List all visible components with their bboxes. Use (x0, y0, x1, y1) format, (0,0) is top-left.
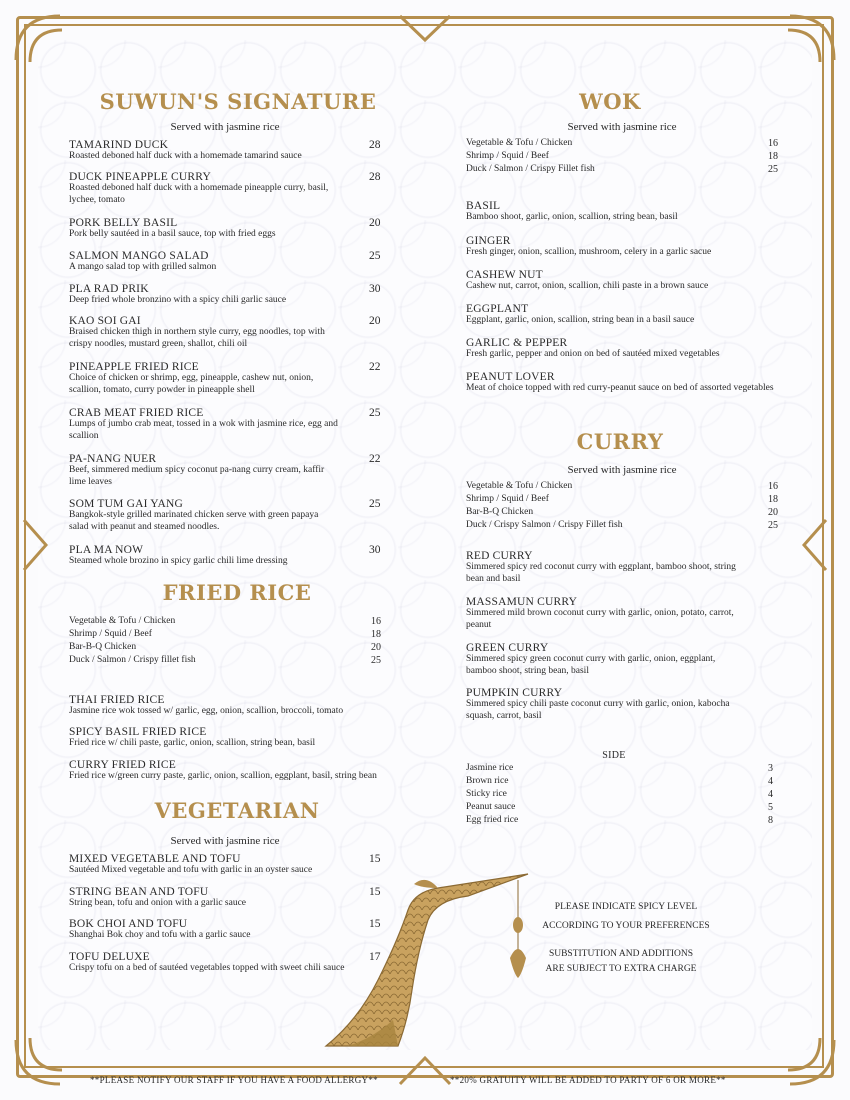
item-description: Simmered spicy green coconut curry with garlic, onion, eggplant, bamboo shoot, string bean, basil (466, 654, 716, 676)
sig-item (69, 171, 381, 206)
fr-item (69, 759, 377, 783)
item-description: Roasted deboned half duck with a homemade tamarind sauce (69, 151, 302, 161)
item-name: MASSAMUN CURRY (466, 596, 578, 608)
fr-item (69, 694, 343, 718)
spicy-level-note (542, 900, 709, 934)
spicy-note-line-1: PLEASE INDICATE SPICY LEVEL (554, 902, 698, 912)
substitution-note-line-2: ARE SUBJECT TO EXTRA CHARGE (545, 964, 697, 974)
item-description: Bamboo shoot, garlic, onion, scallion, string bean, basil (466, 212, 678, 222)
item-price: 30 (369, 283, 381, 295)
item-name: RED CURRY (466, 550, 533, 562)
sig-item (69, 315, 381, 350)
item-price: 28 (369, 139, 381, 151)
item-name: SPICY BASIL FRIED RICE (69, 726, 207, 738)
option-label: Peanut sauce (466, 802, 516, 812)
option-label: Vegetable & Tofu / Chicken (466, 481, 573, 491)
option-price: 8 (768, 815, 773, 826)
item-name: GREEN CURRY (466, 642, 549, 654)
sig-item (69, 498, 381, 533)
item-name: PEANUT LOVER (466, 371, 555, 383)
section-title-curry: CURRY (576, 429, 664, 454)
option-price: 25 (768, 520, 778, 531)
served-note-wok: Served with jasmine rice (567, 121, 677, 133)
sig-item (69, 361, 381, 396)
item-name: SOM TUM GAI YANG (69, 498, 184, 510)
section-title-signature: SUWUN'S SIGNATURE (99, 89, 377, 114)
sig-item (69, 453, 381, 488)
item-price: 20 (369, 315, 381, 327)
option-price: 25 (768, 164, 778, 175)
option-price: 16 (768, 481, 778, 492)
item-description: Sautéed Mixed vegetable and tofu with garlic in an oyster sauce (69, 865, 313, 875)
item-description: Steamed whole brozino in spicy garlic chili lime dressing (69, 556, 288, 566)
item-description: Shanghai Bok choy and tofu with a garlic sauce (69, 930, 251, 940)
substitution-note (546, 947, 697, 977)
item-price: 30 (369, 544, 381, 556)
item-description: Jasmine rice wok tossed w/ garlic, egg, onion, scallion, broccoli, tomato (69, 706, 344, 716)
item-name: GINGER (466, 235, 511, 247)
item-description: Fried rice w/green curry paste, garlic, onion, scallion, eggplant, basil, string bean (69, 771, 377, 781)
item-name: PLA MA NOW (69, 544, 144, 556)
golden-swan-boat-icon (318, 870, 538, 1050)
item-name: MIXED VEGETABLE AND TOFU (69, 853, 241, 865)
item-description: Fresh ginger, onion, scallion, mushroom, celery in a garlic sacue (466, 247, 712, 257)
option-label: Vegetable & Tofu / Chicken (466, 138, 573, 148)
option-price: 16 (371, 616, 381, 627)
section-title-side: SIDE (602, 750, 626, 761)
item-name: PUMPKIN CURRY (466, 687, 563, 699)
served-note-signature: Served with jasmine rice (170, 121, 280, 133)
item-name: KAO SOI GAI (69, 315, 141, 327)
option-label: Duck / Salmon / Crispy fillet fish (69, 655, 196, 665)
section-title-fried-rice: FRIED RICE (162, 580, 312, 605)
item-description: Choice of chicken or shrimp, egg, pineapple, cashew nut, onion, scallion, tomato, curry powder in pineapple shell (69, 373, 314, 395)
option-label: Bar-B-Q Chicken (466, 507, 534, 517)
item-description: Simmered mild brown coconut curry with garlic, onion, potato, carrot, peanut (466, 608, 734, 630)
fr-item (69, 726, 315, 750)
option-label: Brown rice (466, 776, 509, 786)
option-price: 18 (371, 629, 381, 640)
item-name: GARLIC & PEPPER (466, 337, 568, 349)
allergy-footer-note: **PLEASE NOTIFY OUR STAFF IF YOU HAVE A FOOD ALLERGY** (90, 1075, 378, 1085)
option-price: 18 (768, 151, 778, 162)
item-description: Meat of choice topped with red curry-peanut sauce on bed of assorted vegetables (466, 383, 774, 393)
item-name: SALMON MANGO SALAD (69, 250, 209, 262)
option-price: 20 (768, 507, 778, 518)
item-description: Crispy tofu on a bed of sautéed vegetables topped with sweet chili sauce (69, 963, 345, 973)
wok-item (466, 303, 694, 327)
item-description: Eggplant, garlic, onion, scallion, string bean in a basil sauce (466, 315, 695, 325)
option-price: 25 (371, 655, 381, 666)
item-name: CASHEW NUT (466, 269, 543, 281)
item-name: PINEAPPLE FRIED RICE (69, 361, 199, 373)
item-description: Pork belly sautéed in a basil sauce, top with fried eggs (69, 229, 276, 239)
item-description: Simmered spicy chili paste coconut curry with garlic, onion, kabocha squash, carrot, basil (466, 699, 730, 721)
item-name: PLA RAD PRIK (69, 283, 149, 295)
substitution-note-line-1: SUBSTITUTION AND ADDITIONS (548, 949, 694, 959)
item-description: Fresh garlic, pepper and onion on bed of sautéed mixed vegetables (466, 349, 720, 359)
item-description: Braised chicken thigh in northern style curry, egg noodles, top with crispy noodles, mustard green, shallot, chili oil (69, 327, 325, 349)
wok-item (466, 200, 678, 224)
option-price: 16 (768, 138, 778, 149)
option-label: Sticky rice (466, 789, 507, 799)
option-price: 3 (768, 763, 773, 774)
item-name: BOK CHOI AND TOFU (69, 918, 188, 930)
curry-item (466, 642, 736, 677)
item-name: EGGPLANT (466, 303, 529, 315)
option-label: Vegetable & Tofu / Chicken (69, 616, 176, 626)
item-name: PA-NANG NUER (69, 453, 157, 465)
item-name: CRAB MEAT FRIED RICE (69, 407, 204, 419)
option-label: Shrimp / Squid / Beef (69, 629, 152, 639)
item-description: Deep fried whole bronzino with a spicy chili garlic sauce (69, 295, 287, 305)
item-price: 17 (369, 951, 381, 963)
item-description: A mango salad top with grilled salmon (69, 262, 217, 272)
option-price: 4 (768, 789, 773, 800)
spicy-note-line-2: ACCORDING TO YOUR PREFERENCES (542, 921, 710, 931)
item-price: 25 (369, 407, 381, 419)
item-description: Fried rice w/ chili paste, garlic, onion, scallion, string bean, basil (69, 738, 316, 748)
item-description: Simmered spicy red coconut curry with eggplant, bamboo shoot, string bean and basil (466, 562, 736, 584)
option-label: Duck / Crispy Salmon / Crispy Fillet fish (466, 520, 623, 530)
wok-item (466, 371, 774, 395)
veg-item (69, 886, 381, 910)
sig-item (69, 139, 381, 163)
option-label: Duck / Salmon / Crispy Fillet fish (466, 164, 595, 174)
item-description: Bangkok-style grilled marinated chicken serve with green papaya salad with peanut and steamed noodles. (69, 510, 319, 532)
gratuity-footer-note: **20% GRATUITY WILL BE ADDED TO PARTY OF 6 OR MORE** (450, 1075, 726, 1085)
item-price: 15 (369, 853, 381, 865)
section-title-wok: WOK (579, 89, 641, 114)
sig-item (69, 544, 381, 568)
sig-item (69, 407, 381, 442)
wok-item (466, 269, 708, 293)
item-name: PORK BELLY BASIL (69, 217, 178, 229)
veg-item (69, 853, 381, 877)
curry-item (466, 687, 736, 722)
section-title-vegetarian: VEGETARIAN (154, 798, 320, 823)
item-name: DUCK PINEAPPLE CURRY (69, 171, 212, 183)
item-name: BASIL (466, 200, 501, 212)
item-description: String bean, tofu and onion with a garlic sauce (69, 898, 247, 908)
item-name: TOFU DELUXE (69, 951, 150, 963)
item-price: 15 (369, 886, 381, 898)
veg-item (69, 951, 381, 975)
sig-item (69, 283, 381, 307)
sig-item (69, 250, 381, 274)
item-price: 20 (369, 217, 381, 229)
option-label: Egg fried rice (466, 815, 519, 825)
item-price: 25 (369, 250, 381, 262)
wok-item (466, 337, 720, 361)
option-label: Bar-B-Q Chicken (69, 642, 137, 652)
item-name: STRING BEAN AND TOFU (69, 886, 209, 898)
option-price: 20 (371, 642, 381, 653)
item-price: 28 (369, 171, 381, 183)
option-price: 18 (768, 494, 778, 505)
wok-item (466, 235, 711, 259)
option-price: 4 (768, 776, 773, 787)
item-price: 15 (369, 918, 381, 930)
item-price: 22 (369, 361, 381, 373)
option-label: Jasmine rice (466, 763, 514, 773)
item-price: 25 (369, 498, 381, 510)
curry-item (466, 596, 736, 631)
option-label: Shrimp / Squid / Beef (466, 494, 549, 504)
item-name: TAMARIND DUCK (69, 139, 169, 151)
sig-item (69, 217, 381, 241)
item-name: THAI FRIED RICE (69, 694, 165, 706)
served-note-curry: Served with jasmine rice (567, 464, 677, 476)
curry-item (466, 550, 736, 585)
item-description: Lumps of jumbo crab meat, tossed in a wok with jasmine rice, egg and scallion (69, 419, 338, 441)
item-description: Beef, simmered medium spicy coconut pa-nang curry cream, kaffir lime leaves (69, 465, 325, 487)
item-name: CURRY FRIED RICE (69, 759, 176, 771)
item-description: Roasted deboned half duck with a homemade pineapple curry, basil, lychee, tomato (69, 183, 329, 205)
option-price: 5 (768, 802, 773, 813)
item-description: Cashew nut, carrot, onion, scallion, chili paste in a brown sauce (466, 281, 709, 291)
veg-item (69, 918, 381, 942)
item-price: 22 (369, 453, 381, 465)
served-note-vegetarian: Served with jasmine rice (170, 835, 280, 847)
option-label: Shrimp / Squid / Beef (466, 151, 549, 161)
